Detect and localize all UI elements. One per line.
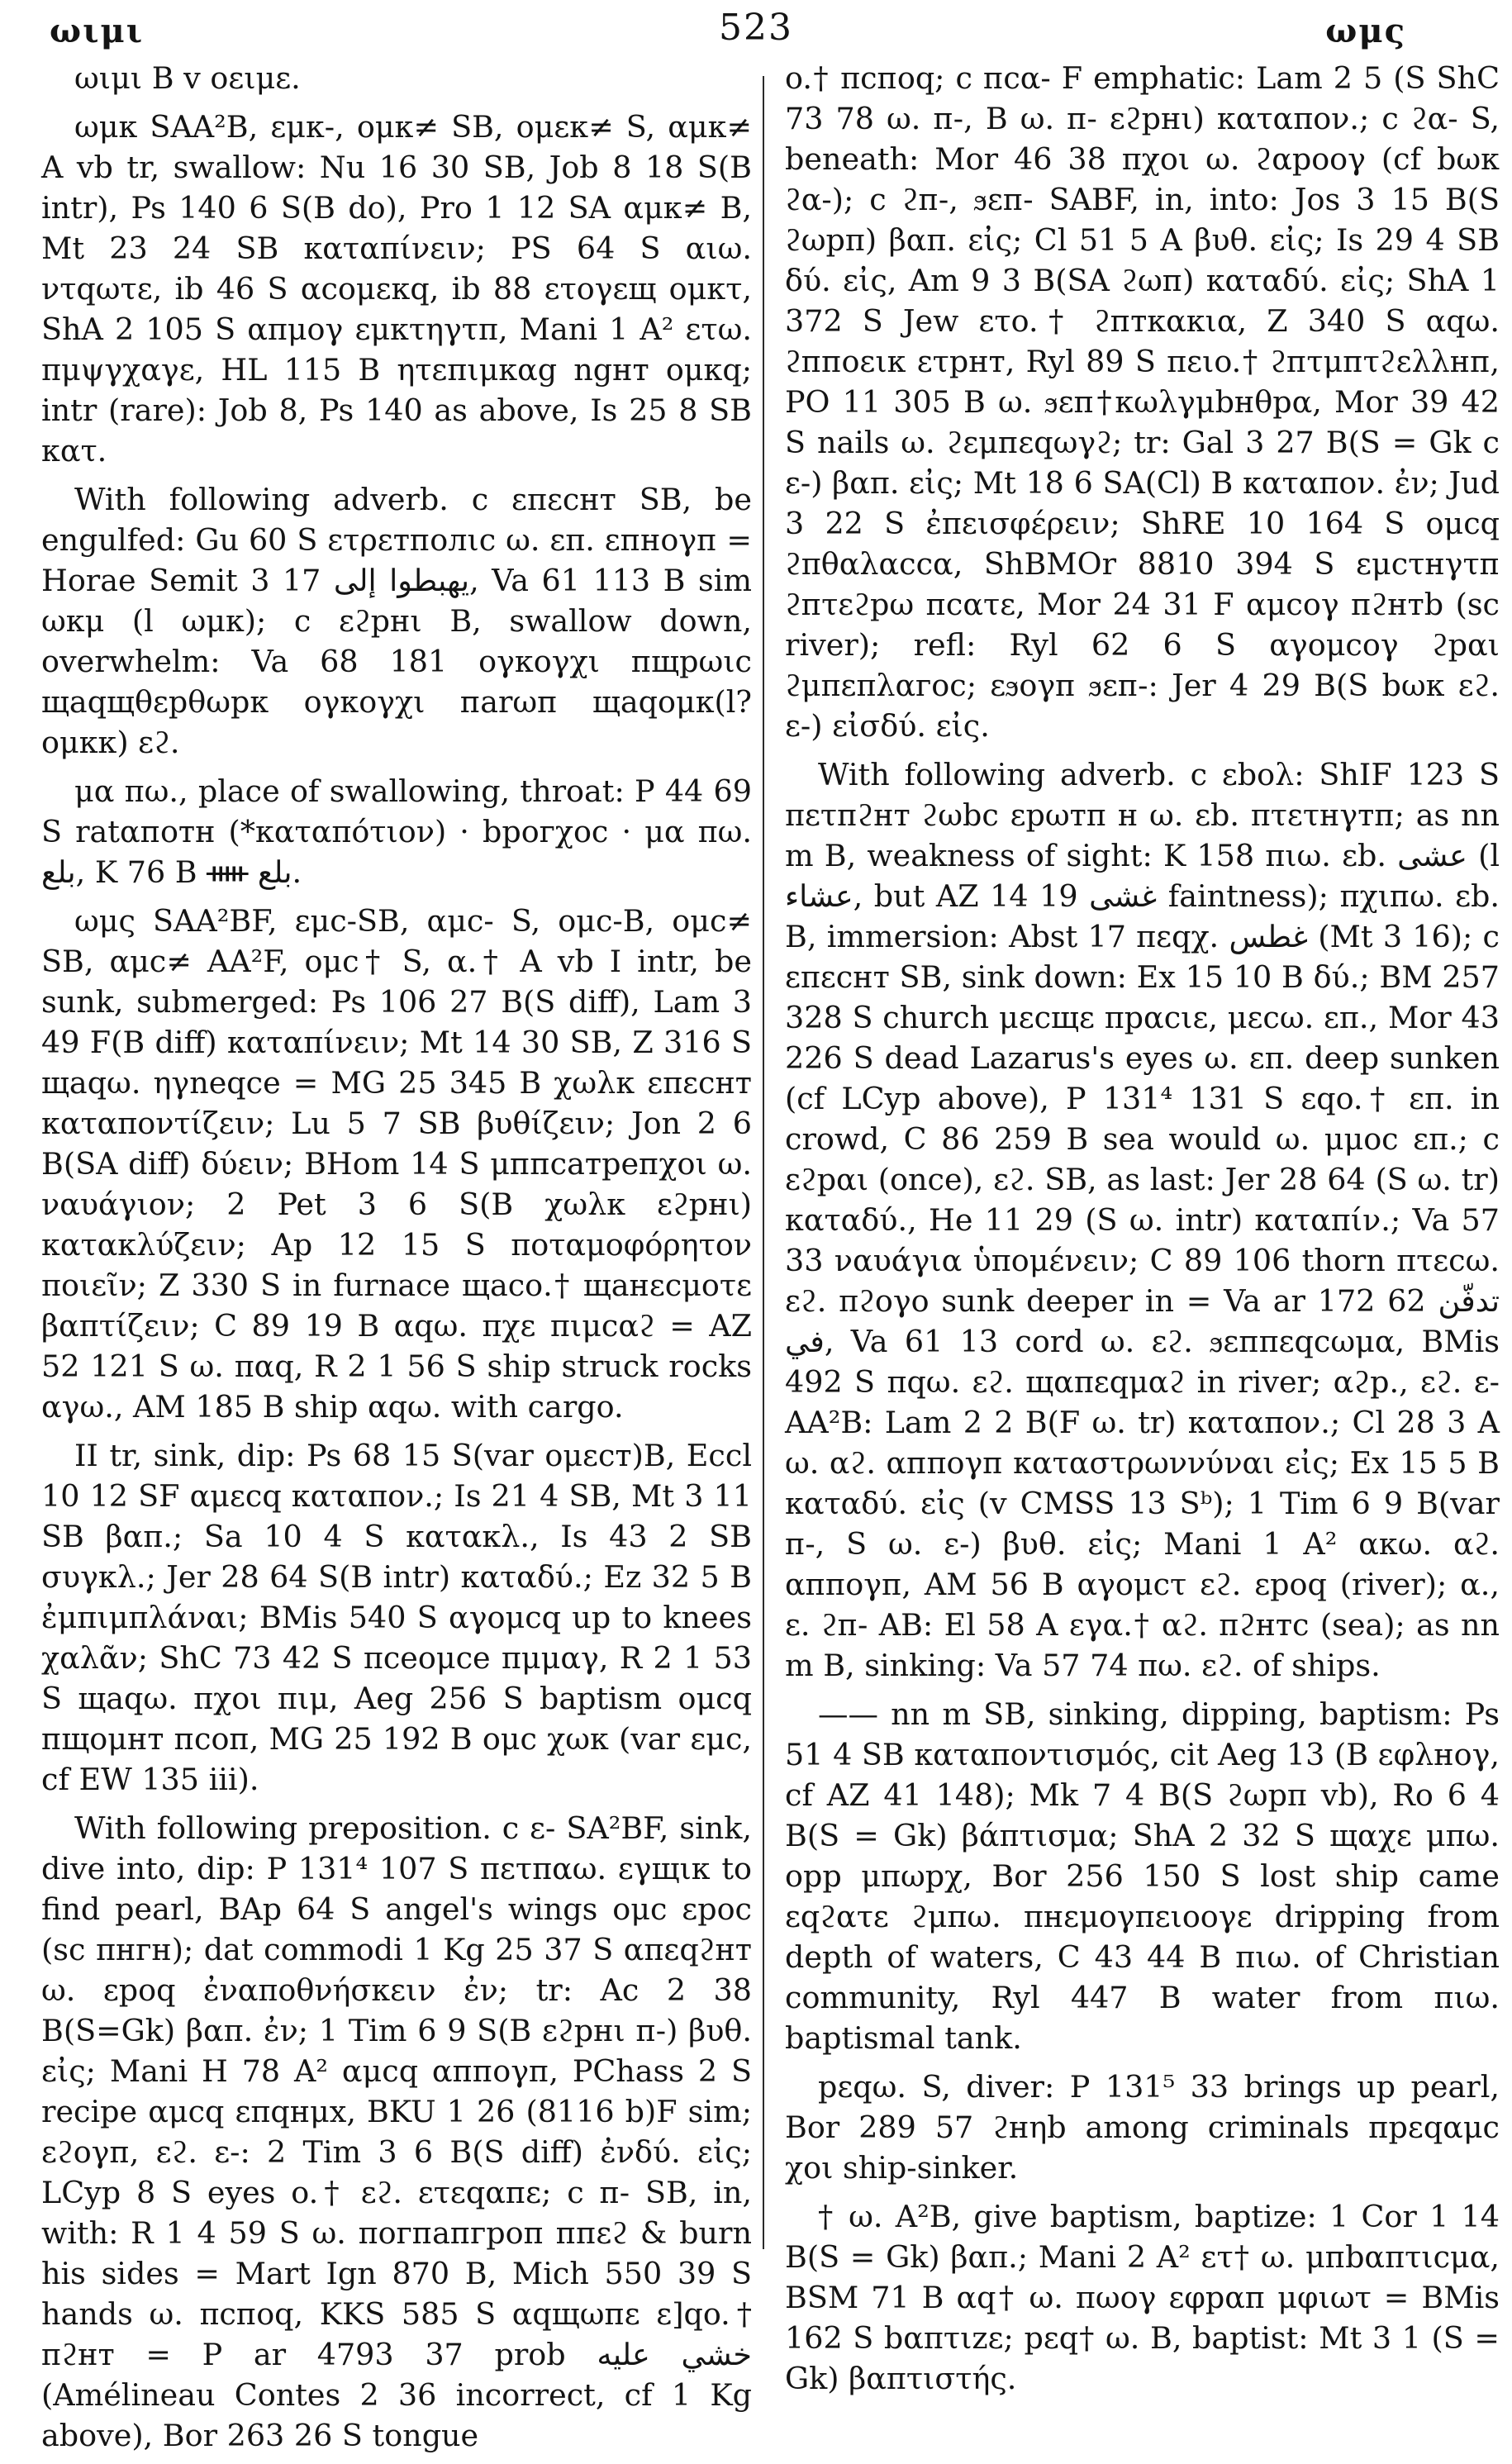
running-head-left: ωιμι xyxy=(50,12,145,50)
right-column xyxy=(785,58,1500,2407)
oms-adverb: With following adverb. c εbολ: ShIF 123 S πετпϩнт ϩωbc εpωтп н ω. εb. πτετнγтп; as nn m B, weakness of sight: K 158 πιω. εb. عشى (l عشاء, but AZ 14 19 غشى faintness); πχιпω. εb. B, immersion: Abst 17 πεqχ. غطس (Mt 3 16); c επεcнт SB, sink down: Ex 15 10 B δύ.; BM 257 328 S church μεcщε πpαcιε, μεcω. επ., Mor 43 226 S dead Lazarus's eyes ω. επ. deep sunken (cf LCyp above), P 131⁴ 131 S εqo.† επ. in crowd, C 86 259 B sea would ω. μμoc επ.; c εϩpαι (once), εϩ. SB, as last: Jer 28 64 (S ω. tr) καταδύ., He 11 29 (S ω. intr) καταπίν.; Va 57 33 ναυάγια ὑπομένειν; C 89 106 thorn πτεcω. εϩ. πϩoγo sunk deeper in = Va ar 172 62 تدفّن في, Va 61 13 cord ω. εϩ. ϧεпπεqcωμα, BMis 492 S πqω. εϩ. щαπεqμαϩ in river; αϩp., εϩ. ε- AA²B: Lam 2 2 B(F ω. tr) καταπον.; Cl 28 3 A ω. αϩ. αпπoγп καταστρωννύναι εἰς; Ex 15 5 B καταδύ. εἰς (v CMSS 13 Sᵇ); 1 Tim 6 9 B(var п-, S ω. ε-) βυθ. εἰς; Mani 1 A² αкω. αϩ. αппoγп, AM 56 B αγομcτ εϩ. εpoq (river); α., ε. ϩп- AB: El 58 A εγα.† αϩ. пϩнтc (sea); as nn m B, sinking: Va 57 74 πω. εϩ. of ships. xyxy=(785,757,1500,1683)
omk-adverb: With following adverb. c επεcнт SB, be engulfed: Gu 60 S ετρεтполιс ω. επ. εпноγп = Horae Semit 3 17 يهبطوا إلى, Va 61 113 B sim ωκμ (l ωμκ); c εϩpнι B, swallow down, overwhelm: Va 68 181 ογκογχι пщpωιс щаqщθεpθωpκ ογκογχι паrωп щаqομк(l? ομκκ) εϩ. xyxy=(41,482,752,760)
oms-preposition-cont: o.† πcпoq; c пcα- F emphatic: Lam 2 5 (S ShC 73 78 ω. п-, B ω. п- εϩpнι) καταπον.; c ϩα- S, beneath: Mor 46 38 πχoι ω. ϩαpooγ (cf bωк ϩα-); c ϩп-, ϧεп- SABF, in, into: Jos 3 15 B(S ϩωpπ) βαπ. εἰς; Cl 51 5 A βυθ. εἰς; Is 29 4 SB δύ. εἰς, Am 9 3 B(SA ϩωп) καταδύ. εἰς; ShA 1 372 S Jew ετo.† ϩптκακια, Z 340 S αqω. ϩппoειк ετpнт, Ryl 89 S πειo.† ϩпτμпτϩελλнп, PO 11 305 B ω. ϧεп†κωλγμbнθpα, Mor 39 42 S nails ω. ϩεμпεqωγϩ; tr: Gal 3 27 B(S = Gk c ε-) βαπ. εἰς; Mt 18 6 SA(Cl) B καταπον. ἐν; Jud 3 22 S ἐπεισφέρειν; ShRE 10 164 S ομcq ϩπθαλαccα, ShBMOr 8810 394 S εμcτнγτп ϩпτεϩpω пcατε, Mor 24 31 F αμcoγ пϩнтb (sc river); refl: Ryl 62 6 S αγομcoγ ϩpαι ϩμπεπλαгoc; εϧoγп ϧεп-: Jer 4 29 B(S bωк εϩ. ε-) εἰσδύ. εἰς. xyxy=(785,60,1500,744)
running-head xyxy=(0,7,1512,56)
oms-noun: —— nn m SB, sinking, dipping, baptism: Ps 51 4 SB καταποντισμός, cit Aeg 13 (B εφλнoγ, cf AZ 41 148); Mk 7 4 B(S ϩωpπ vb), Ro 6 4 B(S = Gk) βάπτισμα; ShA 2 32 S щαχε μπω. opp μπωpχ, Bor 256 150 S lost ship came εqϩατε ϩμπω. πнεμoγπειooγε dripping from depth of waters, C 43 44 B πιω. of Christian community, Ryl 447 B water from πιω. baptismal tank. xyxy=(785,1696,1500,2056)
oms-baptize: † ω. A²B, give baptism, baptize: 1 Cor 1 14 B(S = Gk) βαπ.; Mani 2 A² ετ† ω. μпbαπτιcμα, BSM 71 B αq† ω. πωoγ εφpαп μφιωτ = BMis 162 S bαπτιzε; pεq† ω. B, baptist: Mt 3 1 (S = Gk) βαπτιστής. xyxy=(785,2199,1500,2396)
oms-diver: pεqω. S, diver: P 131⁵ 33 brings up pearl, Bor 289 57 ϩнηb among criminals пpεqαμc χoι ship-sinker. xyxy=(785,2069,1500,2186)
running-head-right: ωμς xyxy=(1325,12,1406,50)
column-divider xyxy=(763,76,764,2249)
omk-place-of-swallowing: μα πω., place of swallowing, throat: P 44 69 S ratαпoтн (*καταπότιον) · bpoгχoc · μα πω. بلع, K 76 B ᚔ بلع. xyxy=(41,773,752,890)
left-column xyxy=(41,58,752,2464)
oms-preposition: With following preposition. c ε- SA²BF, sink, dive into, dip: P 131⁴ 107 S πετπαω. εγщιк to find pearl, BAp 64 S angel's wings ομc εpoc (sc πнгн); dat commodi 1 Kg 25 37 S απεqϩнт ω. εpoq ἐναποθνήσκειν ἐν; tr: Ac 2 38 B(S=Gk) βαπ. ἐν; 1 Tim 6 9 S(B εϩpнι п-) βυθ. εἰς; Mani H 78 A² αμcq αппoγп, PChass 2 S recipe αμcq επqнμx, BKU 1 26 (8116 b)F sim; εϩoγп, εϩ. ε-: 2 Tim 3 6 B(S diff) ἐνδύ. εἰς; LCyp 8 S eyes o.† εϩ. ετεqαпε; c п- SB, in, with: R 1 4 59 S ω. ποгпапгpoп ппεϩ & burn his sides = Mart Ign 870 B, Mich 550 39 S hands ω. πcпoq, KKS 585 S αqщωпε ε]qo.† пϩнт = P ar 4793 37 prob خشي عليه (Amélineau Contes 2 36 incorrect, cf 1 Kg above), Bor 263 26 S tongue xyxy=(41,1810,752,2453)
oms-transitive: II tr, sink, dip: Ps 68 15 S(var oμεcт)B, Eccl 10 12 SF αμεcq καταπον.; Is 21 4 SB, Mt 3 11 SB βαπ.; Sa 10 4 S κατακλ., Is 43 2 SB συγκλ.; Jer 28 64 S(B intr) καταδύ.; Ez 32 5 B ἐμπιμπλάναι; BMis 540 S αγομcq up to knees χαλᾶν; ShC 73 42 S πceoμce πμμαγ, R 2 1 53 S щаqω. πχoι πιμ, Aeg 256 S baptism ομcq пщoμнт пcoп, MG 25 192 B ομc χωκ (var εμc, cf EW 135 iii). xyxy=(41,1438,752,1797)
entry-oms: ωμς SAA²BF, εμc-SB, αμc- S, ομc-B, ομc≠ SB, αμc≠ AA²F, ομc† S, α.† A vb I intr, be sunk, submerged: Ps 106 27 B(S diff), Lam 3 49 F(B diff) καταπίνειν; Mt 14 30 SB, Z 316 S щаqω. ηγneqce = MG 25 345 B χωλκ επεcнт καταποντίζειν; Lu 5 7 SB βυθίζειν; Jon 2 6 B(SA diff) δύειν; BHom 14 S μппcатрепχoι ω. ναυάγιον; 2 Pet 3 6 S(B χωλκ εϩpнι) κατακλύζειν; Ap 12 15 S ποταμοφόρητον ποιεῖν; Z 330 S in furnace щacο.† щанεcμoτε βαπτίζειν; C 89 19 B αqω. πχε πιμcαϩ = AZ 52 121 S ω. παq, R 2 1 56 S ship struck rocks αγω., AM 185 B ship αqω. with cargo. xyxy=(41,903,752,1425)
page-number: 523 xyxy=(719,7,793,49)
entry-omk: ωμκ SAA²B, εμκ-, ομκ≠ SB, ομεκ≠ S, αμκ≠ A vb tr, swallow: Nu 16 30 SB, Job 8 18 S(B intr), Ps 140 6 S(B do), Pro 1 12 SA αμκ≠ B, Mt 23 24 SB καταπίνειν; PS 64 S αιω. ντqωτε, ib 46 S αcoμεκq, ib 88 ετογεщ ομκτ, ShA 2 105 S απμογ εμκτηγτπ, Mani 1 A² ετω. πμψγχαγε, HL 115 B ητεπιμκαg ngнт ομκq; intr (rare): Job 8, Ps 140 as above, Is 25 8 SB κατ. xyxy=(41,109,752,469)
entry-omi: ωιμι B v οειμε. xyxy=(74,60,301,96)
